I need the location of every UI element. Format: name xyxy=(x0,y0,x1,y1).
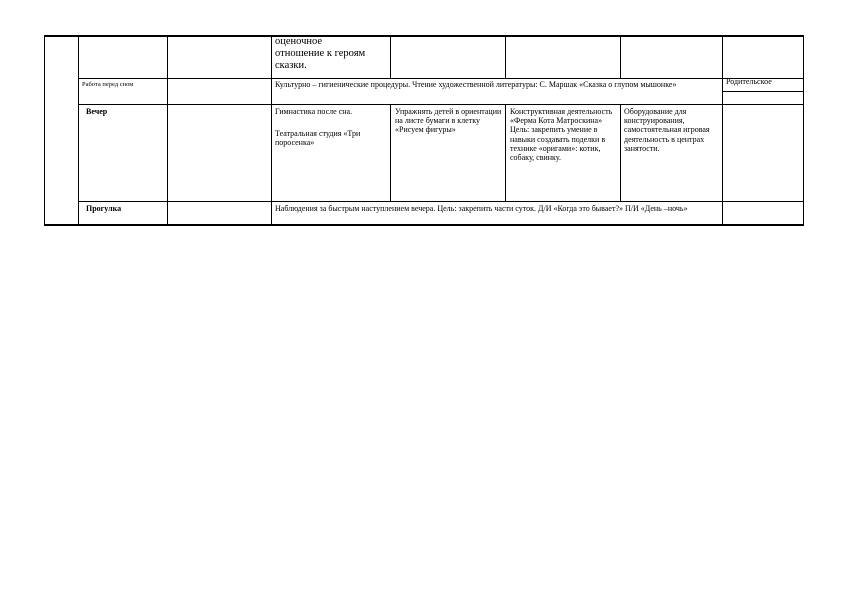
column-divider xyxy=(722,35,723,226)
row-divider xyxy=(78,104,804,105)
column-divider xyxy=(271,35,272,226)
before-sleep-text: Культурно – гигиенические процедуры. Чтение художественной литературы: С. Маршак «Сказка о глупом мышонке» xyxy=(275,80,677,89)
table-left-border xyxy=(44,35,45,226)
activity-text-top: оценочное отношение к героям сказки. xyxy=(275,36,366,71)
column-divider xyxy=(167,35,168,226)
evening-col2: Упражнять детей в ориентации на листе бумаги в клетку «Рисуем фигуры» xyxy=(395,107,504,135)
column-divider xyxy=(620,35,621,78)
before-sleep-label: Работа перед сном xyxy=(82,81,134,88)
schedule-table xyxy=(44,35,804,226)
column-divider xyxy=(78,35,79,226)
table-right-border xyxy=(803,35,804,226)
column-divider xyxy=(390,104,391,201)
column-divider xyxy=(390,35,391,78)
evening-col1-line2: Театральная студия «Три поросенка» xyxy=(275,129,363,148)
column-divider xyxy=(620,104,621,201)
table-top-border xyxy=(44,35,804,37)
row-divider xyxy=(722,91,804,92)
column-divider xyxy=(505,104,506,201)
evening-col4: Оборудование для конструирования, самостоятельная игровая деятельность в центрах занятости. xyxy=(624,107,712,153)
walk-label: Прогулка xyxy=(86,204,122,213)
column-divider xyxy=(505,35,506,78)
evening-label: Вечер xyxy=(86,107,108,116)
evening-col1-line1: Гимнастика после сна. xyxy=(275,107,353,116)
row-divider xyxy=(78,78,804,79)
evening-col3: Конструктивная деятельность «Ферма Кота Матроскина» Цель: закрепить умение в навыки создавать поделки в технике «оригами»: котик, собаку, свинку. xyxy=(510,107,615,163)
parents-label: Родительское xyxy=(726,77,772,86)
walk-text: Наблюдения за быстрым наступлением вечера. Цель: закрепить части суток. Д/И «Когда это бывает?» П/И «День –ночь» xyxy=(275,204,688,213)
row-divider xyxy=(78,201,804,202)
table-bottom-border xyxy=(44,224,804,226)
